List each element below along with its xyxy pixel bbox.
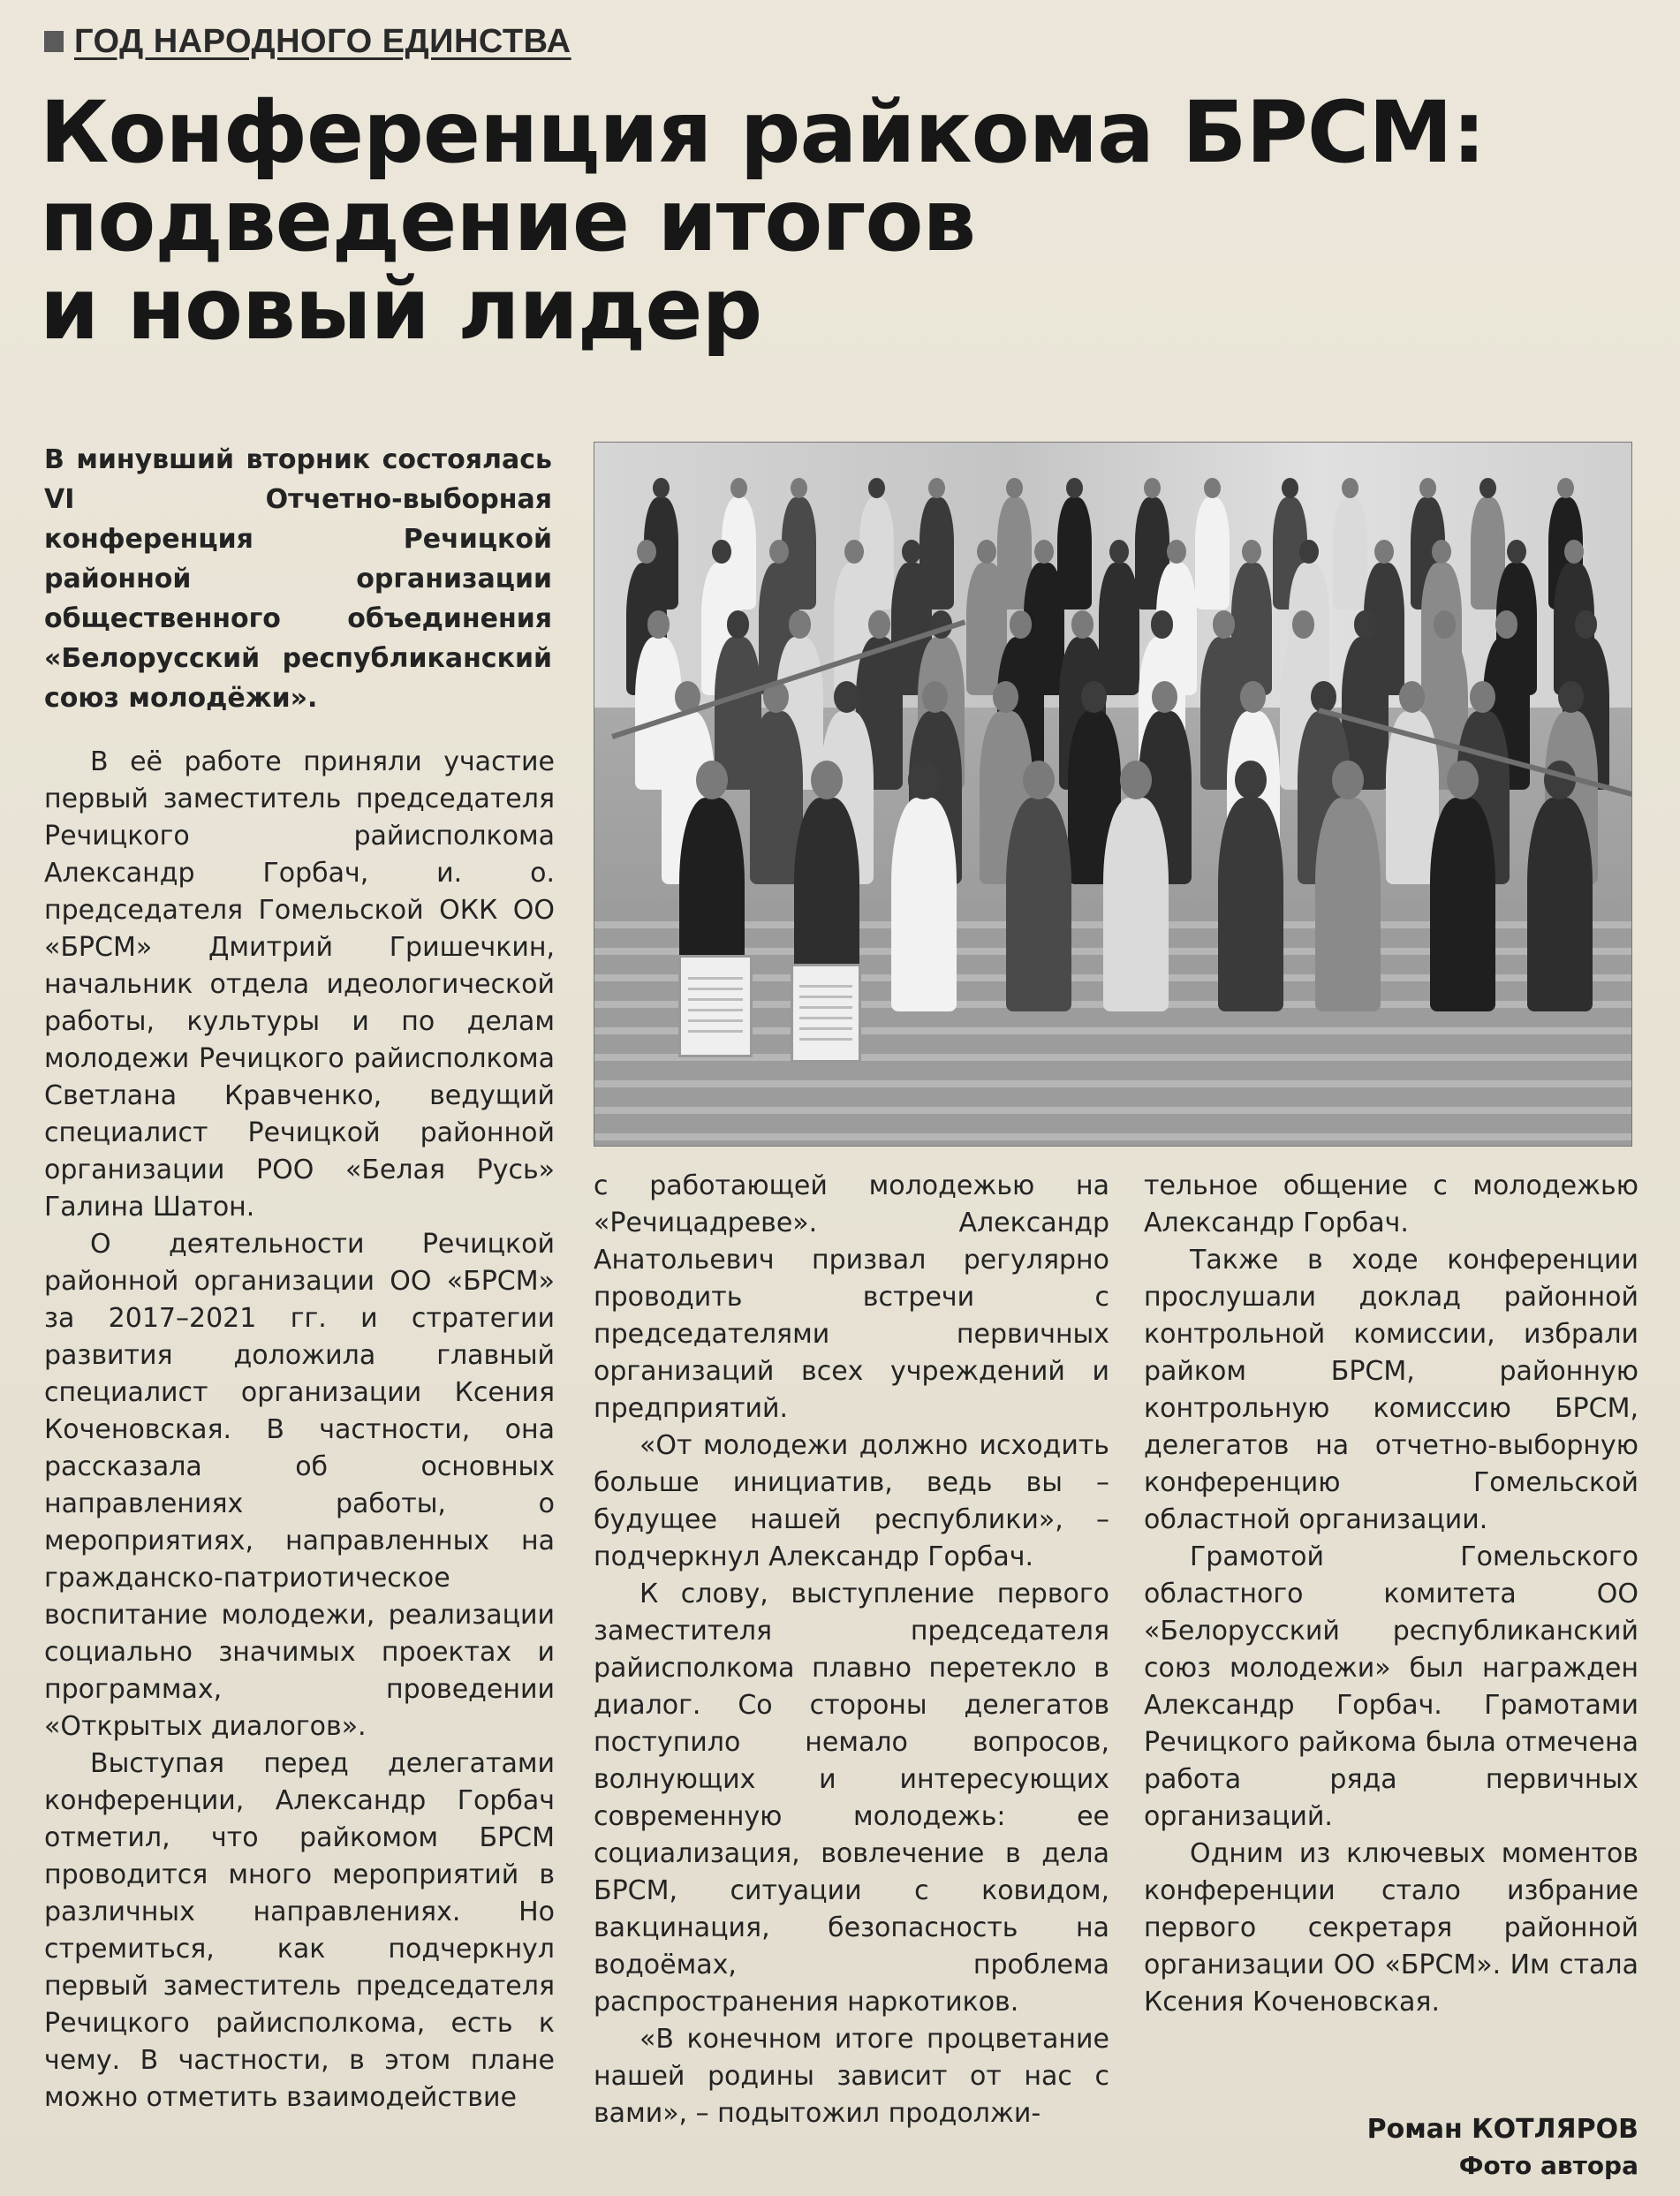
paragraph: тельное общение с молодежью Александр Горбач. xyxy=(1144,1170,1638,1238)
photo-person xyxy=(1430,761,1495,1030)
photo-person xyxy=(1006,761,1071,1030)
photo-person xyxy=(1218,761,1283,1030)
photo-person xyxy=(1103,761,1169,1030)
rubric xyxy=(44,19,571,64)
paragraph: «В конечном итоге процветание нашей родины зависит от нас с вами», – подытожил продолжи- xyxy=(594,2024,1109,2129)
paragraph: Также в ходе конференции прослушали доклад районной контрольной комиссии, избрали райком БРСМ, районную контрольную комиссию БРСМ, делегатов на отчетно-выборную конференцию Гомельской областной организации. xyxy=(1144,1245,1638,1535)
article-headline xyxy=(40,83,1630,359)
paragraph: Одним из ключевых моментов конференции стало избрание первого секретаря районной организации ОО «БРСМ». Им стала Ксения Коченовская. xyxy=(1144,1838,1638,2018)
paragraph: К слову, выступление первого заместителя председателя райисполкома плавно перетекло в диалог. Со стороны делегатов поступило немало вопросов, волнующих и интересующих современную молодежь: ее социализация, вовлечение в дела БРСМ, ситуации с ковидом, вакцинация, безопасность на водоёмах, проблема распространения наркотиков. xyxy=(594,1579,1109,2018)
photo-person xyxy=(1333,478,1367,619)
paragraph: Грамотой Гомельского областного комитета ОО «Белорусский республиканский союз молодежи» был награжден Александр Горбач. Грамотами Речицкого райкома была отмечена работа ряда первичных организаций. xyxy=(1144,1541,1638,1832)
paragraph: с работающей молодежью на «Речицадреве». Александр Анатольевич призвал регулярно проводить встречи с председателями первичных организаций всех учреждений и предприятий. xyxy=(594,1170,1109,1424)
article-column-2 xyxy=(594,1168,1109,2132)
paragraph: В её работе приняли участие первый заместитель председателя Речицкого райисполкома Александр Горбач, и. о. председателя Гомельской ОКК ОО «БРСМ» Дмитрий Гришечкин, начальник отдела идеологической работы, культуры и по делам молодежи Речицкого райисполкома Светлана Кравченко, ведущий специалист Речицкой районной организации РОО «Белая Русь» Галина Шатон. xyxy=(44,746,555,1223)
certificate xyxy=(791,964,861,1063)
headline-line-1: Конференция райкома БРСМ: xyxy=(40,83,1486,182)
paragraph: Выступая перед делегатами конференции, Александр Горбач отметил, что райкомом БРСМ проводится много мероприятий в различных направлениях. Но стремиться, как подчеркнул первый заместитель председателя Речицкого райисполкома, есть к чему. В частности, в этом плане можно отметить взаимодействие xyxy=(44,1748,555,2113)
headline-line-3: и новый лидер xyxy=(40,260,762,359)
photo-person xyxy=(891,761,957,1030)
article-signature xyxy=(1148,2111,1638,2184)
photo-person xyxy=(1315,761,1381,1030)
headline-line-2: подведение итогов xyxy=(40,171,976,270)
article-lead: В минувший вторник состоялась VI Отчетно-выборная конференция Речицкой районной организации общественного объединения «Белорусский республиканский союз молодёжи». xyxy=(44,444,552,714)
paragraph: «От молодежи должно исходить больше инициатив, ведь вы – будущее нашей республики», – подчеркнул Александр Горбач. xyxy=(594,1430,1109,1572)
group-photo xyxy=(594,442,1632,1147)
certificate xyxy=(678,955,753,1057)
author-name: Роман КОТЛЯРОВ xyxy=(1366,2114,1638,2145)
rubric-label: ГОД НАРОДНОГО ЕДИНСТВА xyxy=(74,22,571,60)
article-column-1 xyxy=(44,744,555,2116)
photo-person xyxy=(1195,478,1230,619)
paragraph: О деятельности Речицкой районной организации ОО «БРСМ» за 2017–2021 гг. и стратегии развития доложила главный специалист организации Ксения Коченовская. В частности, она рассказала об основных направлениях работы, о мероприятиях, направленных на гражданско-патриотическое воспитание молодежи, реализации социально значимых проектах и программах, проведении «Открытых диалогов». xyxy=(44,1229,555,1742)
photo-credit: Фото автора xyxy=(1458,2151,1638,2180)
photo-person xyxy=(1527,761,1593,1030)
article-column-3 xyxy=(1144,1168,1638,2021)
rubric-square-icon xyxy=(44,31,64,52)
